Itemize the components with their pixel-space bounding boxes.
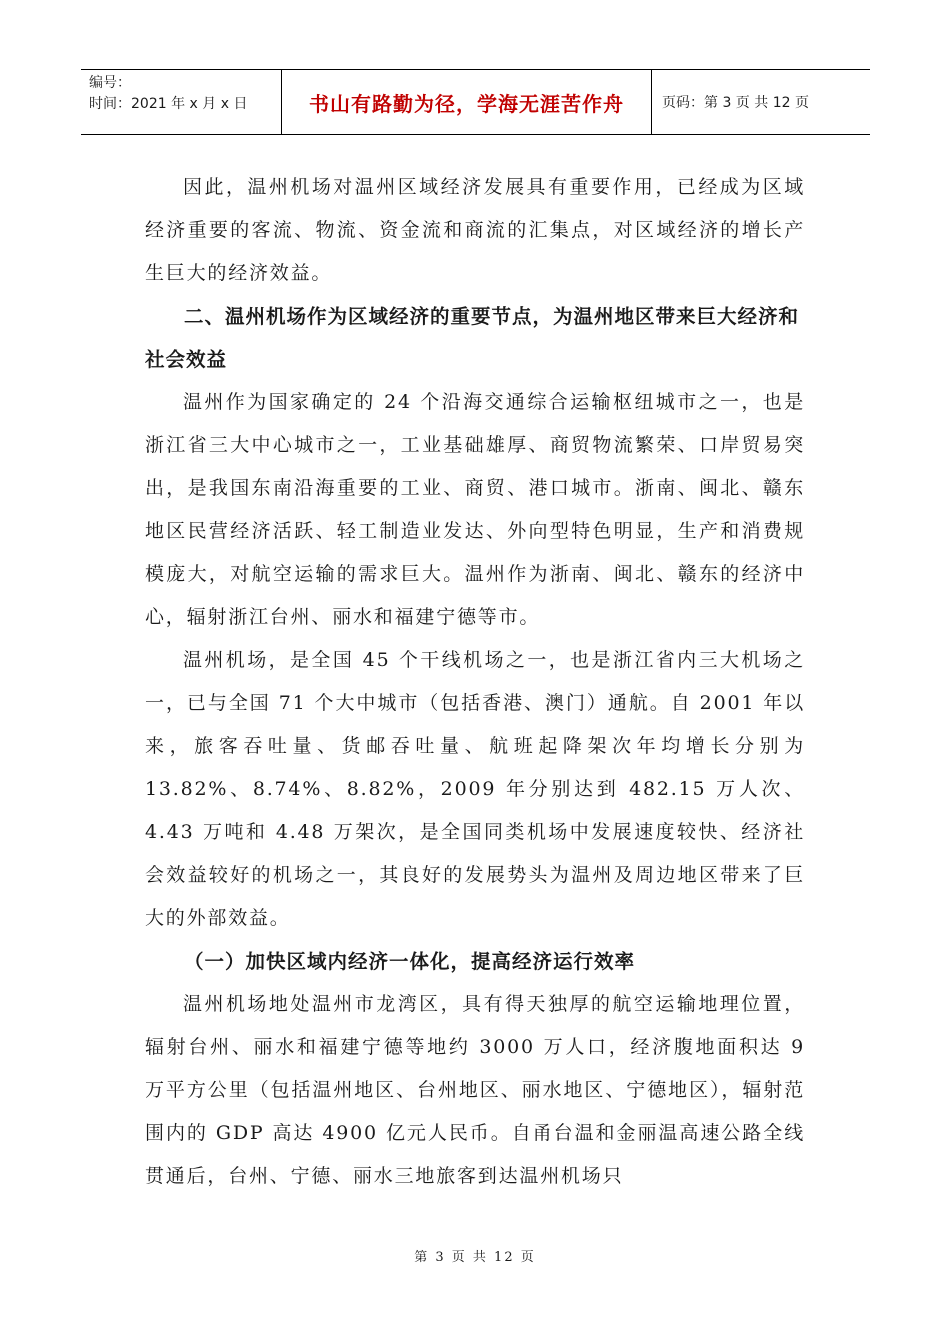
document-number: 编号： <box>89 75 131 91</box>
document-body <box>145 166 805 1198</box>
paragraph: 温州作为国家确定的 24 个沿海交通综合运输枢纽城市之一，也是浙江省三大中心城市之一，工业基础雄厚、商贸物流繁荣、口岸贸易突出，是我国东南沿海重要的工业、商贸、港口城市。浙南、闽北、赣东地区民营经济活跃、轻工制造业发达、外向型特色明显，生产和消费规模庞大，对航空运输的需求巨大。温州作为浙南、闽北、赣东的经济中心，辐射浙江台州、丽水和福建宁德等市。 <box>145 391 805 628</box>
subsection-heading: （一）加快区域内经济一体化，提高经济运行效率 <box>184 950 636 973</box>
paragraph: 因此，温州机场对温州区域经济发展具有重要作用，已经成为区域经济重要的客流、物流、资金流和商流的汇集点，对区域经济的增长产生巨大的经济效益。 <box>145 176 805 284</box>
header-meta <box>81 70 282 134</box>
section-heading: 二、温州机场作为区域经济的重要节点，为温州地区带来巨大经济和社会效益 <box>145 305 800 371</box>
header-motto: 书山有路勤为径，学海无涯苦作舟 <box>282 70 652 134</box>
page-footer: 第 3 页 共 12 页 <box>414 1250 536 1265</box>
paragraph: 温州机场，是全国 45 个干线机场之一，也是浙江省内三大机场之一，已与全国 71 个大中城市（包括香港、澳门）通航。自 2001 年以来，旅客吞吐量、货邮吞吐量、航班起降架次年均增长分别为 13.82%、8.74%、8.82%，2009 年分别达到 482.15 万人次、4.43 万吨和 4.48 万架次，是全国同类机场中发展速度较快、经济社会效益较好的机场之一，其良好的发展势头为温州及周边地区带来了巨大的外部效益。 <box>145 649 805 929</box>
paragraph: 温州机场地处温州市龙湾区，具有得天独厚的航空运输地理位置，辐射台州、丽水和福建宁德等地约 3000 万人口，经济腹地面积达 9 万平方公里（包括温州地区、台州地区、丽水地区、宁德地区），辐射范围内的 GDP 高达 4900 亿元人民币。自甬台温和金丽温高速公路全线贯通后，台州、宁德、丽水三地旅客到达温州机场只 <box>145 993 805 1187</box>
page-header <box>81 69 870 135</box>
document-date: 时间：2021 年 x 月 x 日 <box>89 96 248 112</box>
header-page-info: 页码：第 3 页 共 12 页 <box>662 95 809 111</box>
